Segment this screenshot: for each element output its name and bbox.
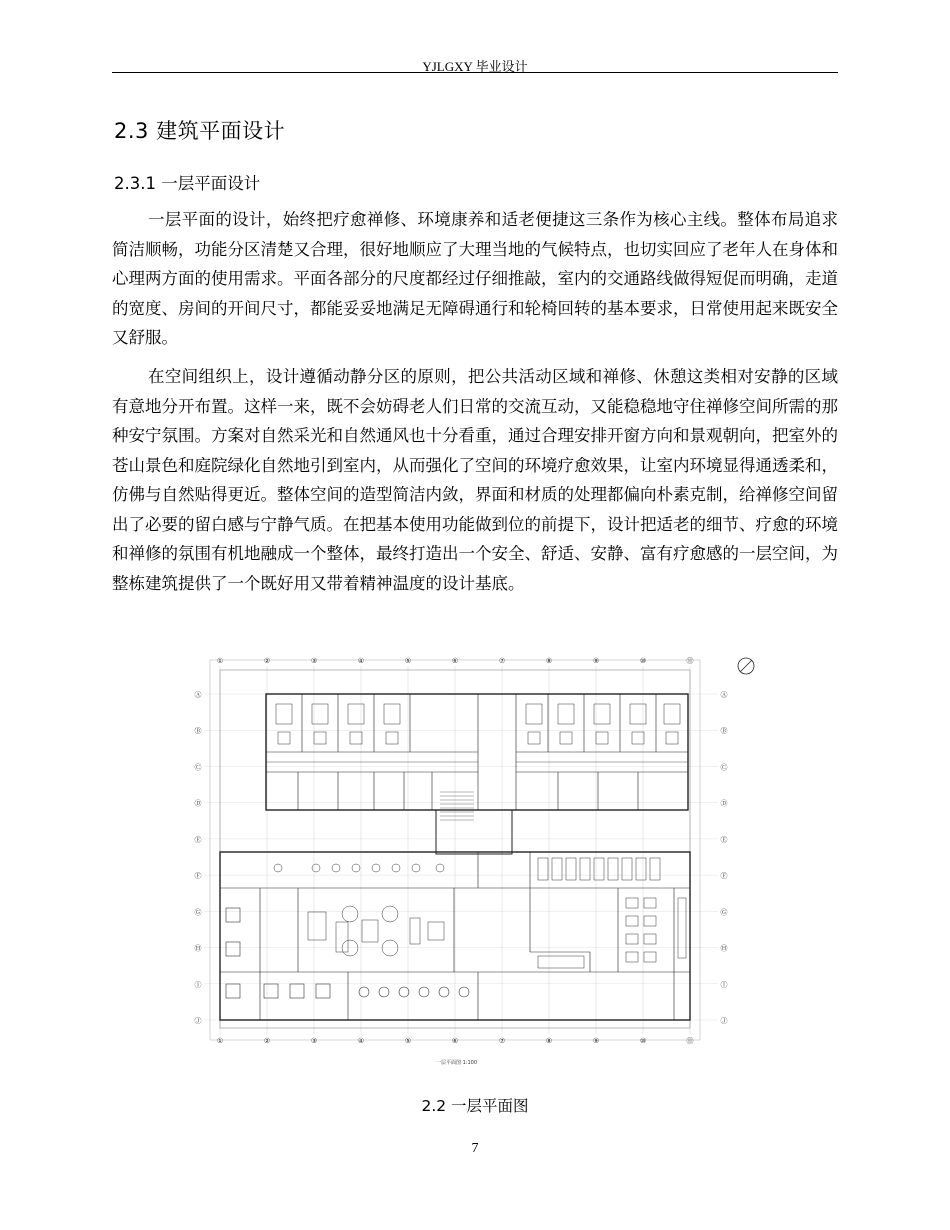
- grid-column-label: ②: [263, 657, 271, 665]
- grid-row-label: Ⓔ: [720, 835, 728, 844]
- grid-column-label: ④: [357, 657, 365, 665]
- grid-row-label: Ⓘ: [194, 980, 202, 989]
- grid-column-label: ⑪: [686, 1037, 694, 1045]
- grid-row-label: Ⓑ: [194, 727, 202, 736]
- grid-row-label: Ⓐ: [720, 691, 728, 699]
- body-paragraph-1: 一层平面的设计，始终把疗愈禅修、环境康养和适老便捷这三条作为核心主线。整体布局追求简洁顺畅，功能分区清楚又合理，很好地顺应了大理当地的气候特点，也切实回应了老年人在身体和心理两方面的使用需求。平面各部分的尺度都经过仔细推敲，室内的交通路线做得短促而明确，走道的宽度、房间的开间尺寸，都能妥妥地满足无障碍通行和轮椅回转的基本要求，日常使用起来既安全又舒服。: [112, 210, 838, 347]
- grid-row-label: Ⓔ: [194, 835, 202, 844]
- grid-column-label: ⑨: [592, 1037, 600, 1045]
- grid-column-label: ⑥: [451, 1037, 459, 1045]
- grid-row-label: Ⓒ: [194, 763, 202, 772]
- grid-column-label: ⑩: [639, 657, 647, 665]
- figure-caption: 2.2 一层平面图: [421, 1097, 529, 1115]
- running-header: YJLGXY 毕业设计: [422, 59, 528, 74]
- grid-row-label: Ⓐ: [194, 691, 202, 699]
- grid-row-label: Ⓕ: [194, 872, 202, 881]
- grid-row-label: Ⓖ: [194, 908, 202, 917]
- grid-row-label: Ⓓ: [720, 799, 728, 808]
- floor-plan-figure: [178, 652, 768, 1070]
- section-heading: 2.3 建筑平面设计: [114, 119, 286, 143]
- floor-plan-drawing: [178, 652, 768, 1070]
- grid-column-label: ③: [310, 657, 318, 665]
- grid-column-label: ⑦: [498, 1037, 506, 1045]
- grid-row-label: Ⓖ: [720, 908, 728, 917]
- grid-row-label: Ⓘ: [720, 980, 728, 989]
- grid-column-label: ①: [216, 657, 224, 665]
- grid-row-label: Ⓒ: [720, 763, 728, 772]
- grid-column-label: ③: [310, 1037, 318, 1045]
- grid-row-label: Ⓙ: [720, 1017, 728, 1025]
- subsection-heading: 2.3.1 一层平面设计: [114, 174, 261, 193]
- page-number: 7: [471, 1141, 479, 1156]
- body-paragraph-2: 在空间组织上，设计遵循动静分区的原则，把公共活动区域和禅修、休憩这类相对安静的区域有意地分开布置。这样一来，既不会妨碍老人们日常的交流互动，又能稳稳地守住禅修空间所需的那种安宁氛围。方案对自然采光和自然通风也十分看重，通过合理安排开窗方向和景观朝向，把室外的苍山景色和庭院绿化自然地引到室内，从而强化了空间的环境疗愈效果，让室内环境显得通透柔和，仿佛与自然贴得更近。整体空间的造型简洁内敛，界面和材质的处理都偏向朴素克制，给禅修空间留出了必要的留白感与宁静气质。在把基本使用功能做到位的前提下，设计把适老的细节、疗愈的环境和禅修的氛围有机地融成一个整体，最终打造出一个安全、舒适、安静、富有疗愈感的一层空间，为整栋建筑提供了一个既好用又带着精神温度的设计基底。: [112, 367, 838, 593]
- grid-column-label: ⑧: [545, 1037, 553, 1045]
- grid-row-label: Ⓙ: [194, 1017, 202, 1025]
- grid-column-label: ⑤: [404, 657, 412, 665]
- grid-row-label: Ⓓ: [194, 799, 202, 808]
- drawing-title: 一层平面图 1:100: [436, 1060, 477, 1066]
- grid-column-label: ⑧: [545, 657, 553, 665]
- grid-row-label: Ⓑ: [720, 727, 728, 736]
- grid-column-label: ⑥: [451, 657, 459, 665]
- grid-row-label: Ⓗ: [720, 944, 728, 953]
- grid-row-label: Ⓗ: [194, 944, 202, 953]
- grid-row-label: Ⓕ: [720, 872, 728, 881]
- grid-column-label: ⑨: [592, 657, 600, 665]
- grid-column-label: ⑦: [498, 657, 506, 665]
- header-rule: [112, 72, 838, 73]
- grid-column-label: ④: [357, 1037, 365, 1045]
- grid-column-label: ⑪: [686, 657, 694, 665]
- grid-column-label: ⑤: [404, 1037, 412, 1045]
- grid-column-label: ⑩: [639, 1037, 647, 1045]
- grid-column-label: ②: [263, 1037, 271, 1045]
- grid-column-label: ①: [216, 1037, 224, 1045]
